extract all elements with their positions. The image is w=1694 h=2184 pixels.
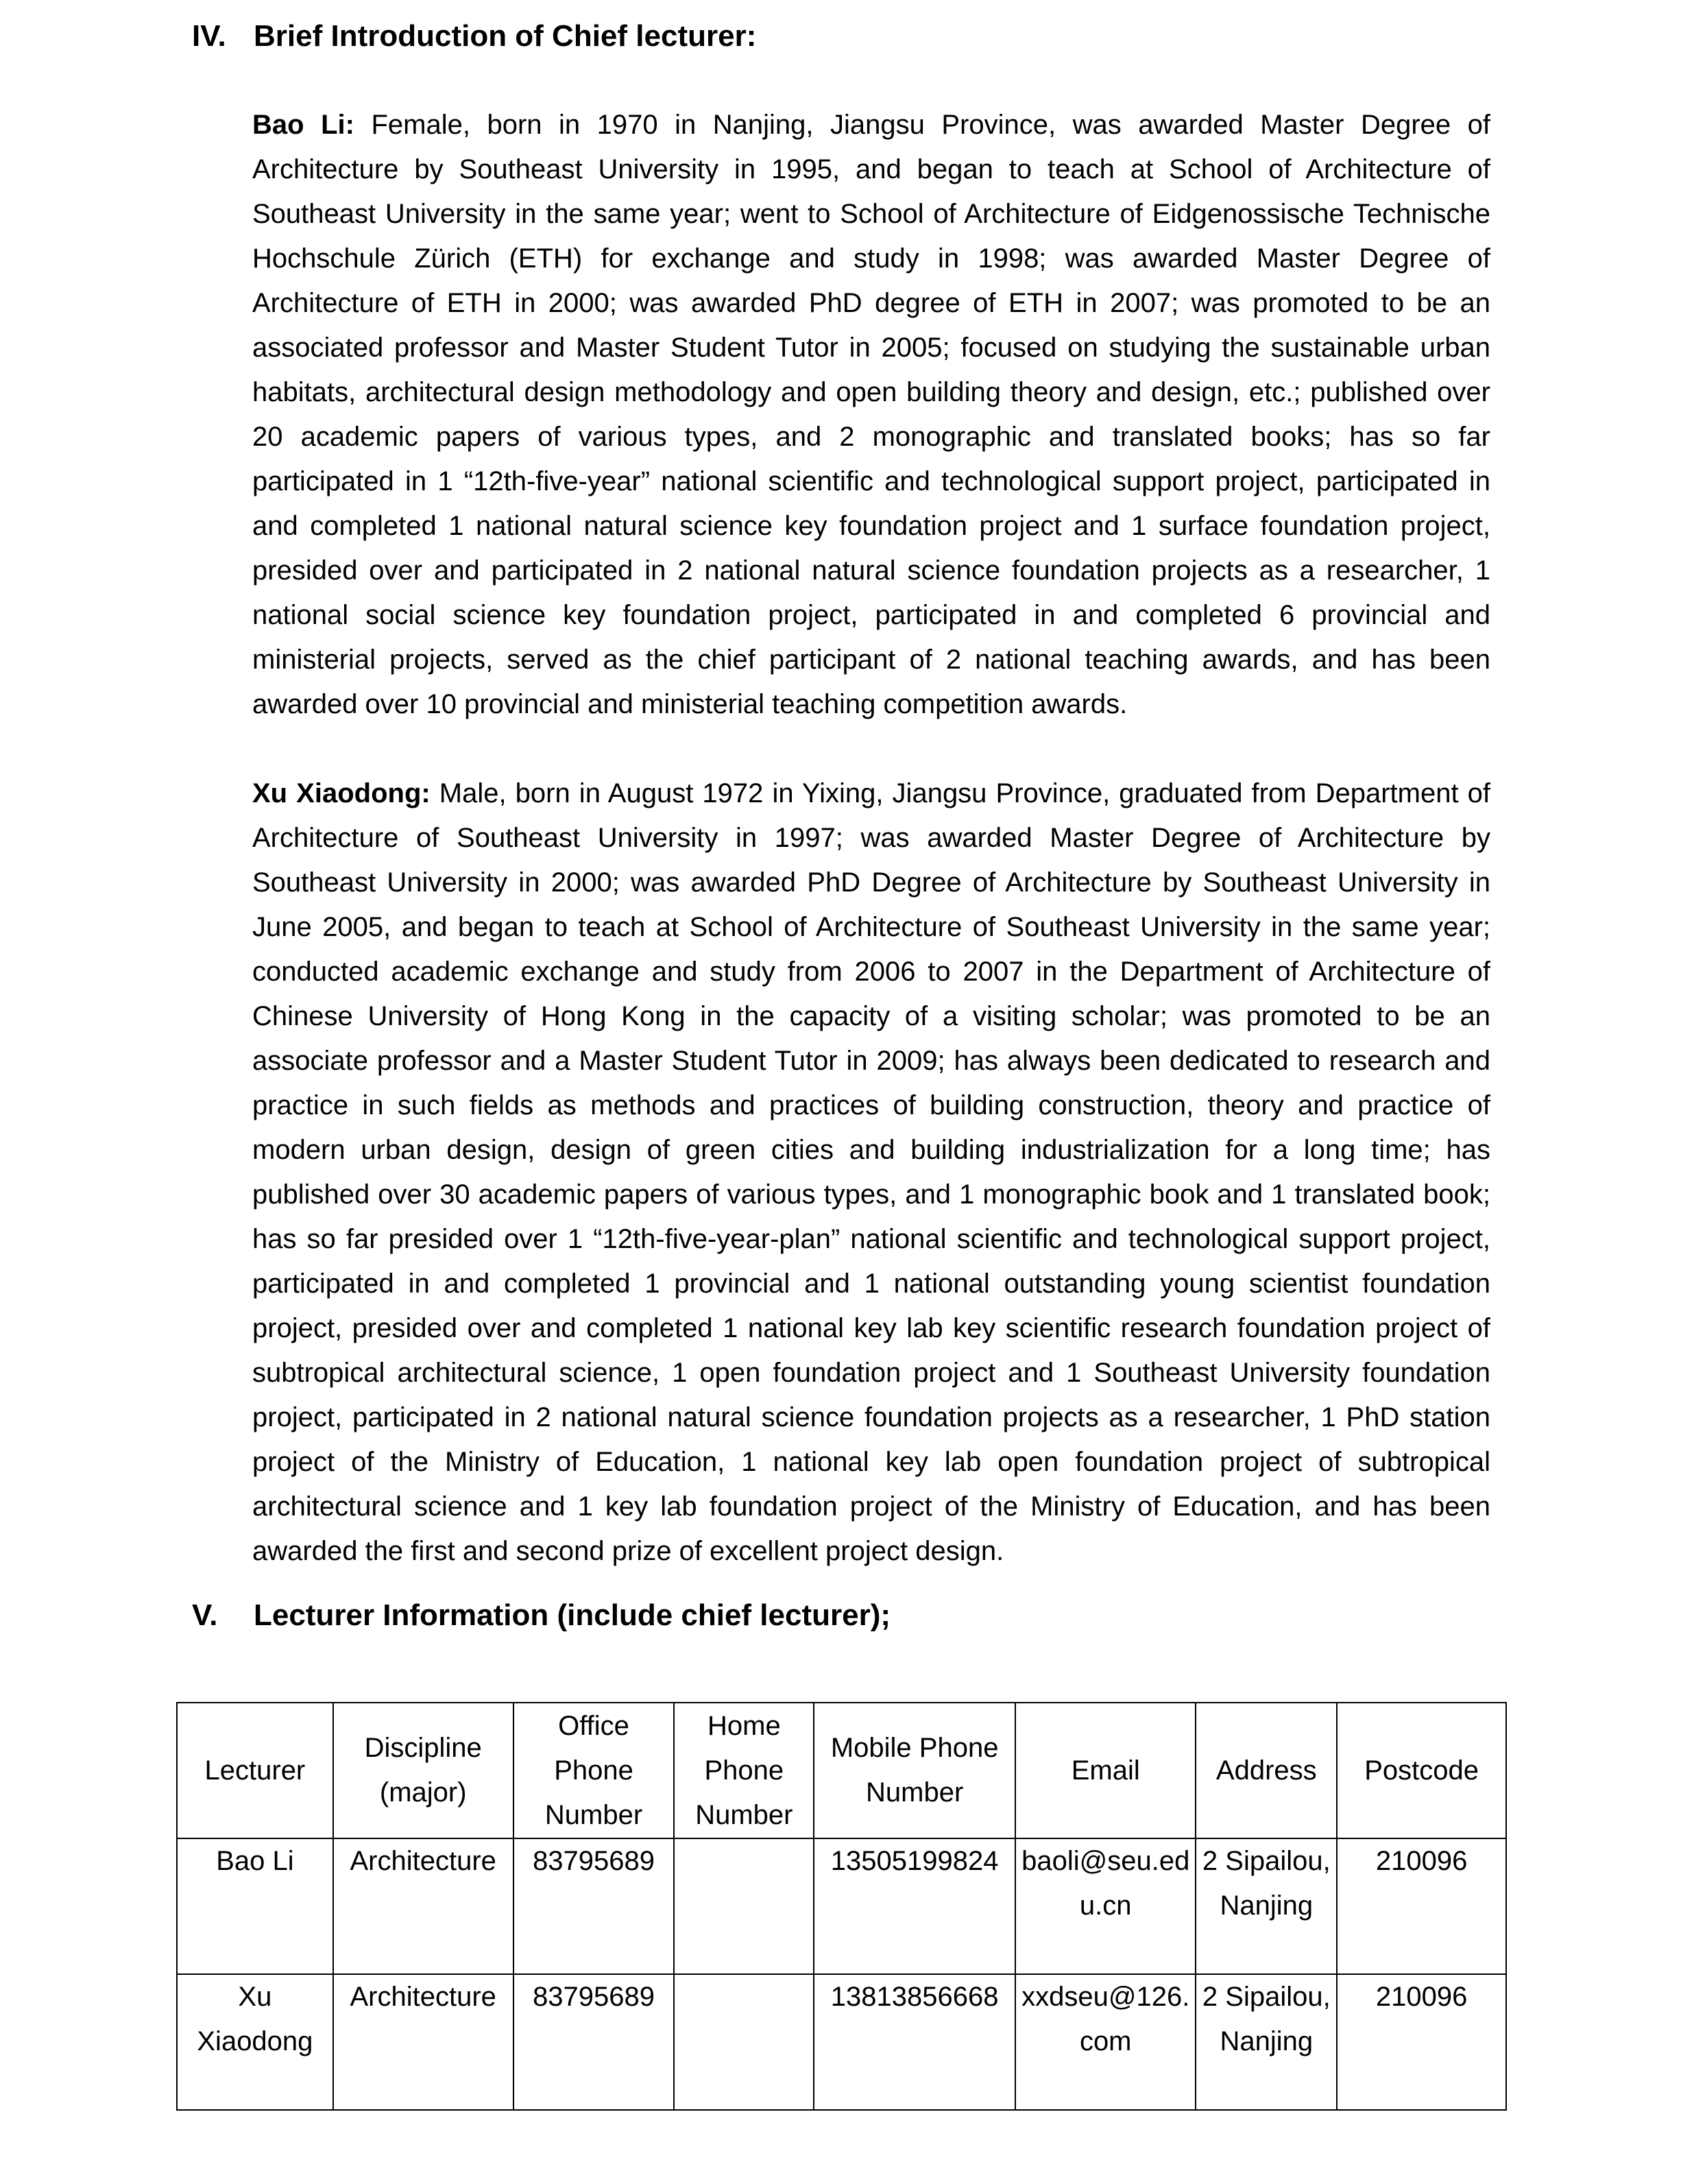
cell-mobile-phone: 13505199824 — [814, 1838, 1015, 1974]
section-iv-title: Brief Introduction of Chief lecturer: — [254, 19, 757, 53]
bio-bao-li-text: Female, born in 1970 in Nanjing, Jiangsu Province, was awarded Master Degree of Architecture by Southeast University in 1995, and began to teach at School of Architecture of Southeast University in the same year; went to School of Architecture of Eidgenossische Technische Hochschule Zürich (ETH) for exchange and study in 1998; was awarded Master Degree of Architecture of ETH in 2000; was awarded PhD degree of ETH in 2007; was promoted to be an associated professor and Master Student Tutor in 2005; focused on studying the sustainable urban habitats, architectural design methodology and open building theory and design, etc.; published over 20 academic papers of various types, and 2 monographic and translated books; has so far participated in 1 “12th-five-year” national scientific and technological support project, participated in and completed 1 national natural science key foundation project and 1 surface foundation project, presided over and participated in 2 national natural science foundation projects as a researcher, 1 national social science key foundation project, participated in and completed 6 provincial and ministerial projects, served as the chief participant of 2 national teaching awards, and has been awarded over 10 provincial and ministerial teaching competition awards. — [252, 110, 1490, 719]
cell-address: 2 Sipailou, Nanjing — [1196, 1974, 1337, 2110]
header-discipline: Discipline (major) — [333, 1703, 513, 1838]
bio-bao-li-name: Bao Li: — [252, 110, 354, 140]
section-v-number: V. — [192, 1598, 218, 1632]
section-v-title: Lecturer Information (include chief lecturer); — [254, 1598, 891, 1632]
cell-postcode: 210096 — [1337, 1838, 1506, 1974]
table-row — [177, 1974, 1506, 2110]
cell-email: xxdseu@126.com — [1015, 1974, 1196, 2110]
cell-discipline: Architecture — [333, 1974, 513, 2110]
section-iv-number: IV. — [192, 19, 226, 53]
header-address: Address — [1196, 1703, 1337, 1838]
header-mobile-phone: Mobile Phone Number — [814, 1703, 1015, 1838]
cell-postcode: 210096 — [1337, 1974, 1506, 2110]
header-postcode: Postcode — [1337, 1703, 1506, 1838]
cell-address: 2 Sipailou, Nanjing — [1196, 1838, 1337, 1974]
cell-discipline: Architecture — [333, 1838, 513, 1974]
cell-home-phone — [674, 1838, 814, 1974]
bio-xu-xiaodong — [252, 771, 1490, 1574]
header-office-phone: Office Phone Number — [513, 1703, 675, 1838]
cell-office-phone: 83795689 — [513, 1838, 675, 1974]
cell-lecturer: Bao Li — [177, 1838, 333, 1974]
cell-lecturer: Xu Xiaodong — [177, 1974, 333, 2110]
lecturer-info-table — [176, 1702, 1507, 2111]
table-header-row — [177, 1703, 1506, 1838]
header-lecturer: Lecturer — [177, 1703, 333, 1838]
table-row — [177, 1838, 1506, 1974]
header-email: Email — [1015, 1703, 1196, 1838]
cell-email: baoli@seu.edu.cn — [1015, 1838, 1196, 1974]
bio-xu-xiaodong-name: Xu Xiaodong: — [252, 778, 431, 808]
bio-xu-xiaodong-text: Male, born in August 1972 in Yixing, Jiangsu Province, graduated from Department of Architecture of Southeast University in 1997; was awarded Master Degree of Architecture by Southeast University in 2000; was awarded PhD Degree of Architecture by Southeast University in June 2005, and began to teach at School of Architecture of Southeast University in the same year; conducted academic exchange and study from 2006 to 2007 in the Department of Architecture of Chinese University of Hong Kong in the capacity of a visiting scholar; was promoted to be an associate professor and a Master Student Tutor in 2009; has always been dedicated to research and practice in such fields as methods and practices of building construction, theory and practice of modern urban design, design of green cities and building industrialization for a long time; has published over 30 academic papers of various types, and 1 monographic book and 1 translated book; has so far presided over 1 “12th-five-year-plan” national scientific and technological support project, participated in and completed 1 provincial and 1 national outstanding young scientist foundation project, presided over and completed 1 national key lab key scientific research foundation project of subtropical architectural science, 1 open foundation project and 1 Southeast University foundation project, participated in 2 national natural science foundation projects as a researcher, 1 PhD station project of the Ministry of Education, 1 national key lab open foundation project of subtropical architectural science and 1 key lab foundation project of the Ministry of Education, and has been awarded the first and second prize of excellent project design. — [252, 778, 1490, 1566]
bio-bao-li — [252, 103, 1490, 727]
cell-home-phone — [674, 1974, 814, 2110]
section-iv-heading — [192, 17, 756, 56]
section-v-heading — [192, 1596, 891, 1635]
header-home-phone: Home Phone Number — [674, 1703, 814, 1838]
cell-office-phone: 83795689 — [513, 1974, 675, 2110]
cell-mobile-phone: 13813856668 — [814, 1974, 1015, 2110]
